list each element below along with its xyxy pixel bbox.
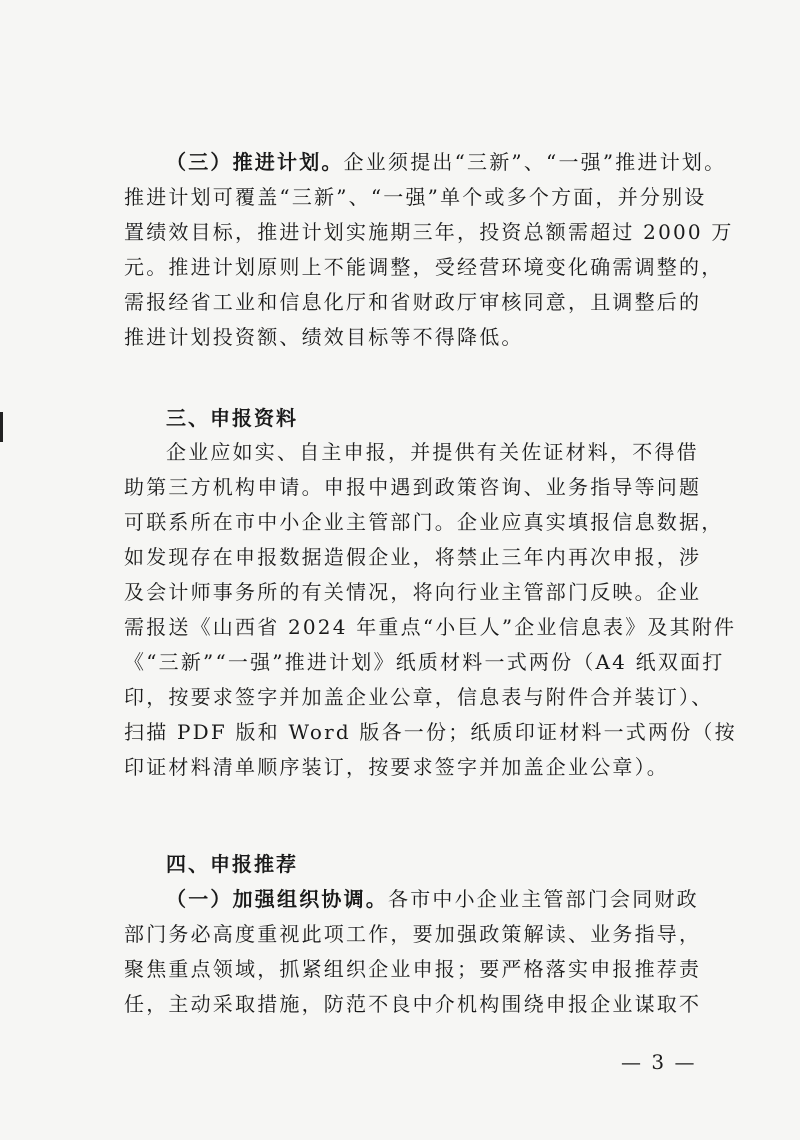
materials-line-7: 《“三新”“一强”推进计划》纸质材料一式两份（A4 纸双面打 (124, 650, 725, 674)
plan-line-2: 推进计划可覆盖“三新”、“一强”单个或多个方面，并分别设 (124, 185, 707, 209)
plan-line-1 (124, 145, 727, 180)
materials-line-8: 印，按要求签字并加盖企业公章，信息表与附件合并装订）、 (124, 685, 714, 709)
plan-line-1-text: 企业须提出“三新”、“一强”推进计划。 (343, 150, 727, 174)
materials-heading: 三、申报资料 (166, 406, 298, 430)
recommend-line-2: 部门务必高度重视此项工作，要加强政策解读、业务指导， (124, 922, 702, 946)
recommend-heading: 四、申报推荐 (166, 852, 298, 876)
plan-line-5: 需报经省工业和信息化厅和省财政厅审核同意，且调整后的 (124, 290, 702, 314)
materials-line-6: 需报送《山西省 2024 年重点“小巨人”企业信息表》及其附件 (124, 615, 737, 639)
materials-paragraph (124, 435, 737, 785)
recommend-paragraph (124, 882, 704, 1022)
recommend-line-4: 任，主动采取措施，防范不良中介机构围绕申报企业谋取不 (124, 992, 702, 1016)
page-number: — 3 — (621, 1050, 697, 1074)
plan-line-3: 置绩效目标，推进计划实施期三年，投资总额需超过 2000 万 (124, 220, 734, 244)
plan-lead: （三）推进计划。 (166, 150, 344, 174)
plan-paragraph (124, 145, 734, 355)
materials-line-5: 及会计师事务所的有关情况，将向行业主管部门反映。企业 (124, 580, 702, 604)
materials-line-9: 扫描 PDF 版和 Word 版各一份；纸质印证材料一式两份（按 (124, 720, 737, 744)
materials-line-10: 印证材料清单顺序装订，按要求签字并加盖企业公章）。 (124, 755, 669, 779)
recommend-line-1 (124, 882, 704, 917)
materials-line-4: 如发现存在申报数据造假企业，将禁止三年内再次申报，涉 (124, 545, 702, 569)
materials-line-2: 助第三方机构申请。申报中遇到政策咨询、业务指导等问题 (124, 475, 702, 499)
materials-line-1: 企业应如实、自主申报，并提供有关佐证材料，不得借 (166, 440, 699, 464)
recommend-line-3: 聚焦重点领域，抓紧组织企业申报；要严格落实申报推荐责 (124, 957, 702, 981)
recommend-lead: （一）加强组织协调。 (166, 887, 388, 911)
plan-line-6: 推进计划投资额、绩效目标等不得降低。 (124, 325, 524, 349)
plan-line-4: 元。推进计划原则上不能调整，受经营环境变化确需调整的， (124, 255, 724, 279)
recommend-line-1-text: 各市中小企业主管部门会同财政 (388, 887, 699, 911)
scan-edge-mark (0, 412, 3, 442)
materials-line-3: 可联系所在市中小企业主管部门。企业应真实填报信息数据， (124, 510, 724, 534)
